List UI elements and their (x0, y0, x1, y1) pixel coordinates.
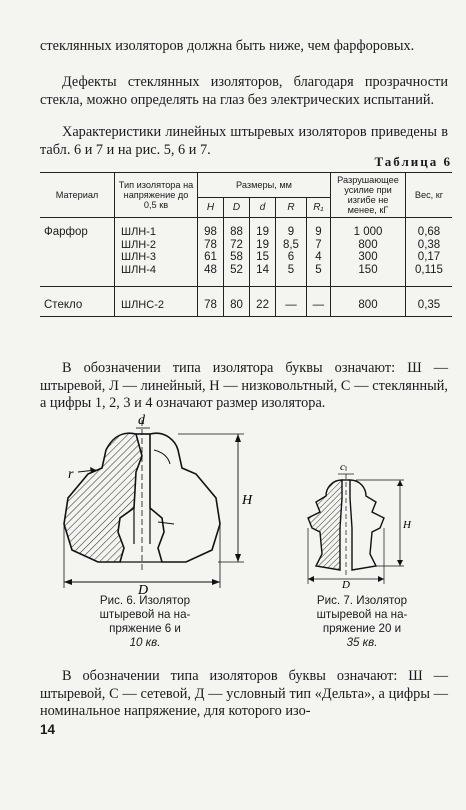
cell-d: 14 (250, 264, 276, 287)
paragraph-designation-2: В обозначении типа изоляторов буквы означают: Ш — штыревой, С — сетевой, Д — условный тип «Дельта», а цифры — номинальное напряжение, для которого изо- (40, 668, 448, 719)
cell-force: 800 (331, 287, 406, 317)
cell-H: 98 (198, 218, 224, 239)
paragraph-characteristics: Характеристики линейных штыревых изоляторов приведены в табл. 6 и 7 и на рис. 5, 6 и 7. (40, 124, 448, 158)
cell-D: 52 (224, 264, 250, 287)
cell-force: 150 (331, 264, 406, 287)
insulator-table (40, 172, 452, 317)
cell-R: — (276, 287, 307, 317)
cell-material: Стекло (40, 287, 115, 317)
cell-d: 22 (250, 287, 276, 317)
cell-weight: 0,35 (406, 287, 453, 317)
cell-D: 72 (224, 239, 250, 252)
cell-force: 300 (331, 251, 406, 264)
figure-6-insulator-drawing (58, 412, 268, 598)
fig6-label-r: r (68, 467, 74, 482)
cell-R1: 4 (306, 251, 330, 264)
fig7-label-D: D (342, 579, 350, 588)
cell-force: 1 000 (331, 218, 406, 239)
cell-weight: 0,38 (406, 239, 453, 252)
paragraph-defects: Дефекты стеклянных изоляторов, благодаря прозрачности стекла, можно определять на глаз без электрических испытаний. (40, 74, 448, 108)
cell-type: ШЛН-2 (115, 239, 198, 252)
cell-R1: 7 (306, 239, 330, 252)
header-force: Разрушающее усилие при изгибе не менее, кГ (331, 173, 406, 218)
fig7-label-H: H (403, 519, 411, 531)
header-sizes: Размеры, мм (198, 173, 331, 198)
cell-H: 61 (198, 251, 224, 264)
fig6-label-D: D (138, 583, 149, 598)
cell-H: 78 (198, 287, 224, 317)
cell-type: ШЛН-4 (115, 264, 198, 287)
header-D: D (224, 198, 250, 218)
cell-R: 8,5 (276, 239, 307, 252)
fig6-caption-line: 10 кв. (129, 636, 161, 649)
cell-R: 9 (276, 218, 307, 239)
fig6-caption-line: пряжение 6 и (109, 622, 181, 635)
cell-D: 80 (224, 287, 250, 317)
cell-d: 19 (250, 218, 276, 239)
cell-R1: — (306, 287, 330, 317)
cell-H: 78 (198, 239, 224, 252)
cell-weight: 0,17 (406, 251, 453, 264)
cell-H: 48 (198, 264, 224, 287)
header-R: R (276, 198, 307, 218)
cell-R: 6 (276, 251, 307, 264)
cell-R1: 5 (306, 264, 330, 287)
paragraph-designation: В обозначении типа изолятора буквы означают: Ш — штыревой, Л — линейный, Н — низковольтный, С — стеклянный, а цифры 1, 2, 3 и 4 означают размер изолятора. (40, 360, 448, 411)
cell-material (40, 251, 115, 264)
fig7-caption-line: пряжение 20 и (322, 622, 402, 635)
table-row (40, 287, 452, 317)
header-d: d (250, 198, 276, 218)
page-number: 14 (40, 722, 56, 737)
table-row (40, 264, 452, 287)
figure-6-caption (70, 594, 220, 650)
fig7-caption-line: штыревой на на- (316, 608, 408, 621)
fig7-caption-line: 35 кв. (346, 636, 378, 649)
table-row (40, 251, 452, 264)
table-row (40, 218, 452, 239)
fig7-label-c: c (340, 461, 345, 473)
cell-type: ШЛН-1 (115, 218, 198, 239)
cell-weight: 0,115 (406, 264, 453, 287)
cell-material (40, 239, 115, 252)
fig6-caption-line: Рис. 6. Изолятор (99, 594, 191, 607)
table-caption: Таблица 6 (374, 154, 452, 169)
cell-type: ШЛН-3 (115, 251, 198, 264)
cell-material: Фарфор (44, 226, 88, 238)
cell-D: 58 (224, 251, 250, 264)
fig6-label-H: H (242, 493, 253, 508)
cell-weight: 0,68 (406, 218, 453, 239)
header-weight: Вес, кг (406, 173, 453, 218)
cell-d: 15 (250, 251, 276, 264)
fig6-label-d: d (138, 413, 145, 428)
table-row (40, 239, 452, 252)
cell-R1: 9 (306, 218, 330, 239)
header-H: H (198, 198, 224, 218)
cell-type: ШЛНС-2 (115, 287, 198, 317)
header-material: Материал (40, 173, 115, 218)
fig6-caption-line: штыревой на на- (99, 608, 191, 621)
fig7-caption-line: Рис. 7. Изолятор (316, 594, 408, 607)
cell-material (40, 264, 115, 287)
header-type: Тип изолятора на напряжение до 0,5 кв (115, 173, 198, 218)
figure-7-caption (292, 594, 432, 650)
paragraph-continuation: стеклянных изоляторов должна быть ниже, чем фарфоровых. (40, 38, 415, 54)
cell-force: 800 (331, 239, 406, 252)
cell-R: 5 (276, 264, 307, 287)
figure-7-insulator-drawing (296, 458, 426, 588)
cell-D: 88 (224, 218, 250, 239)
cell-d: 19 (250, 239, 276, 252)
header-R1: R₁ (306, 198, 330, 218)
